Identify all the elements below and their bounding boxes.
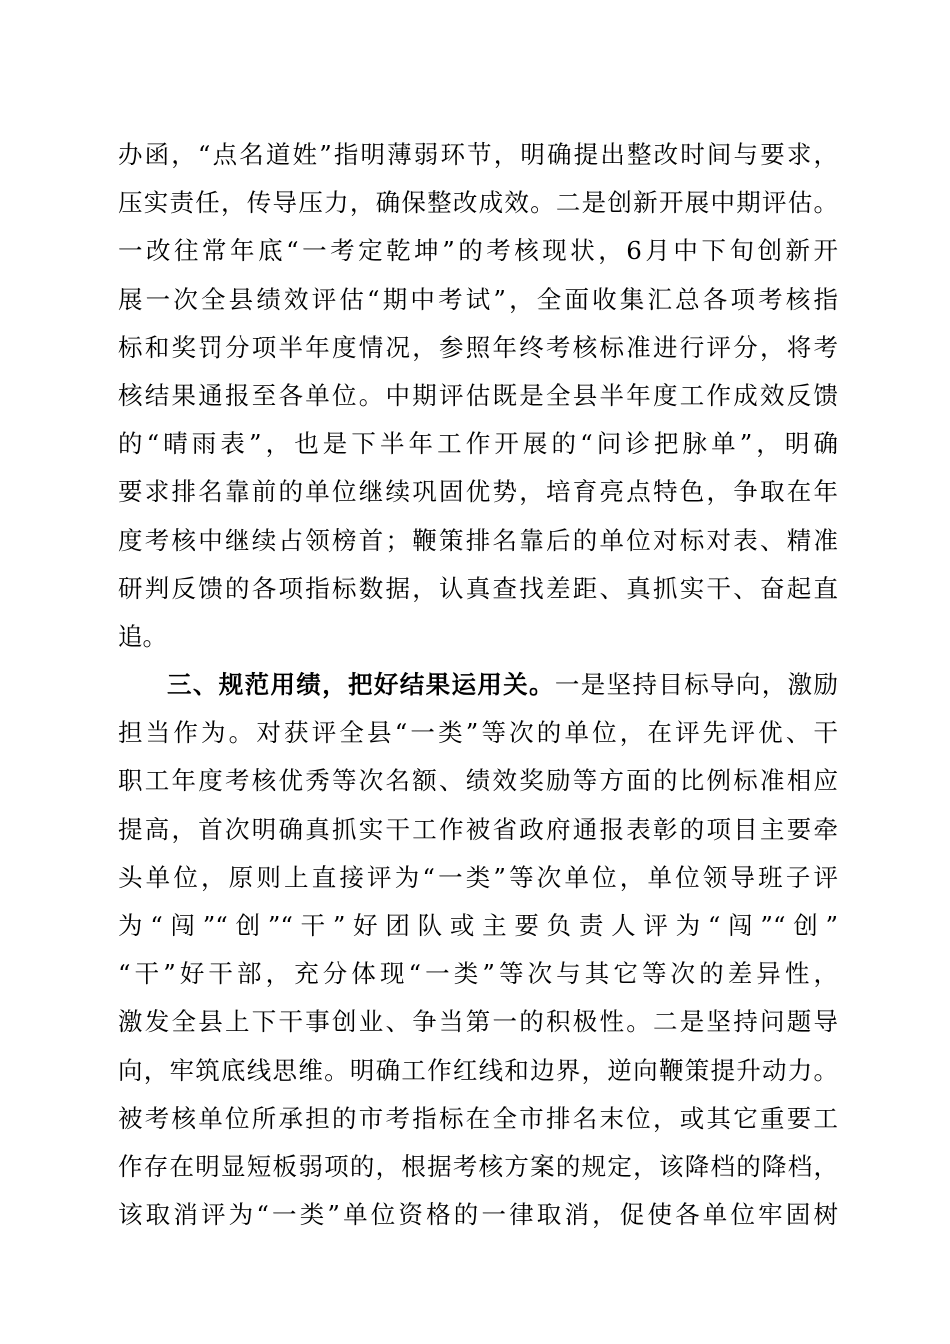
text-line: 压实责任，传导压力，确保整改成效。二是创新开展中期评估。 xyxy=(118,188,838,218)
text-line: 为“闯”“创”“干”好团队或主要负责人评为“闯”“创” xyxy=(118,911,838,940)
text-line: 担当作为。对获评全县“一类”等次的单位，在评先评优、干 xyxy=(118,718,838,748)
section-heading: 三、规范用绩，把好结果运用关。 xyxy=(167,670,555,700)
text-line: “干”好干部，充分体现“一类”等次与其它等次的差异性， xyxy=(118,959,838,989)
text-line: 向，牢筑底线思维。明确工作红线和边界，逆向鞭策提升动力。 xyxy=(118,1055,838,1085)
text-line: 核结果通报至各单位。中期评估既是全县半年度工作成效反馈 xyxy=(118,380,838,410)
text-line: 追。 xyxy=(118,621,167,651)
text-line: 度考核中继续占领榜首；鞭策排名靠后的单位对标对表、精准 xyxy=(118,525,838,555)
text-line-first xyxy=(118,661,838,709)
text-line: 标和奖罚分项半年度情况，参照年终考核标准进行评分，将考 xyxy=(118,332,838,362)
text-line: 展一次全县绩效评估“期中考试”，全面收集汇总各项考核指 xyxy=(118,284,838,314)
text-line: 一改往常年底“一考定乾坤”的考核现状，6月中下旬创新开 xyxy=(118,236,838,266)
text-line: 作存在明显短板弱项的，根据考核方案的规定，该降档的降档， xyxy=(118,1151,838,1181)
text-run: 一是坚持目标导向，激励 xyxy=(554,670,839,700)
text-line: 研判反馈的各项指标数据，认真查找差距、真抓实干、奋起直 xyxy=(118,573,838,603)
paragraph-mid-term-evaluation xyxy=(118,131,838,661)
text-line: 职工年度考核优秀等次名额、绩效奖励等方面的比例标准相应 xyxy=(118,766,838,796)
text-line: 该取消评为“一类”单位资格的一律取消，促使各单位牢固树 xyxy=(118,1200,838,1230)
text-line: 提高，首次明确真抓实干工作被省政府通报表彰的项目主要牵 xyxy=(118,814,838,844)
text-line: 头单位，原则上直接评为“一类”等次单位，单位领导班子评 xyxy=(118,862,838,892)
text-line: 要求排名靠前的单位继续巩固优势，培育亮点特色，争取在年 xyxy=(118,477,838,507)
text-line: 办函，“点名道姓”指明薄弱环节，明确提出整改时间与要求， xyxy=(118,140,838,169)
text-line: 的“晴雨表”，也是下半年工作开展的“问诊把脉单”，明确 xyxy=(118,429,838,459)
document-body xyxy=(118,131,838,1239)
paragraph-result-application xyxy=(118,661,838,1239)
text-line: 被考核单位所承担的市考指标在全市排名末位，或其它重要工 xyxy=(118,1103,838,1133)
text-line: 激发全县上下干事创业、争当第一的积极性。二是坚持问题导 xyxy=(118,1007,838,1037)
